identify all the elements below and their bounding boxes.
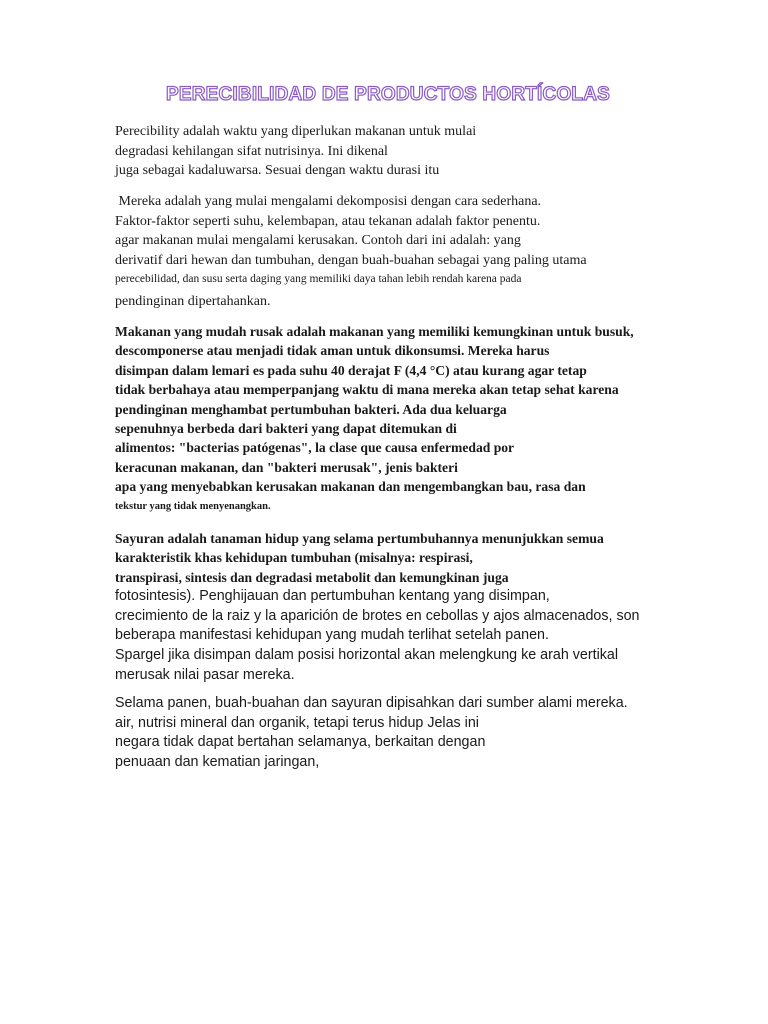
text-line: pendinginan menghambat pertumbuhan bakteri. Ada dua keluarga [115, 401, 507, 417]
text-line: alimentos: "bacterias patógenas", la clase que causa enfermedad por [115, 440, 515, 456]
text-line: penuaan dan kematian jaringan, [115, 753, 320, 770]
text-line: tekstur yang tidak menyenangkan. [115, 500, 271, 512]
text-line: Mereka adalah yang mulai mengalami dekomposisi dengan cara sederhana. [115, 194, 542, 209]
text-line: derivatif dari hewan dan tumbuhan, dengan buah-buahan sebagai yang paling utama [115, 252, 587, 268]
text-line: apa yang menyebabkan kerusakan makanan dan mengembangkan bau, rasa dan [115, 479, 586, 495]
text-line: degradasi kehilangan sifat nutrisinya. Ini dikenal [115, 143, 388, 159]
text-line: juga sebagai kadaluwarsa. Sesuai dengan waktu durasi itu [115, 163, 440, 178]
text-line: fotosintesis). Penghijauan dan pertumbuhan kentang yang disimpan, [115, 588, 550, 605]
paragraph-perishable-foods [115, 322, 675, 516]
text-line: Sayuran adalah tanaman hidup yang selama pertumbuhannya menunjukkan semua [115, 531, 604, 546]
text-line: Spargel jika disimpan dalam posisi horizontal akan melengkung ke arah vertikal [115, 647, 619, 663]
text-line: disimpan dalam lemari es pada suhu 40 derajat F (4,4 °C) atau kurang agar tetap [115, 362, 587, 378]
text-line: negara tidak dapat bertahan selamanya, berkaitan dengan [115, 734, 486, 751]
paragraph-decomposition-factors [115, 192, 675, 311]
text-line: Faktor-faktor seperti suhu, kelembapan, atau tekanan adalah faktor penentu. [115, 213, 541, 229]
text-line: transpirasi, sintesis dan degradasi metabolit dan kemungkinan juga [115, 569, 509, 585]
text-line: crecimiento de la raiz y la aparición de brotes en cebollas y ajos almacenados, son [115, 607, 640, 624]
text-line: tidak berbahaya atau memperpanjang waktu di mana mereka akan tetap sehat karena [115, 382, 619, 398]
text-line: sepenuhnya berbeda dari bakteri yang dapat ditemukan di [115, 421, 457, 437]
text-line: keracunan makanan, dan "bakteri merusak", jenis bakteri [115, 459, 458, 475]
text-line: Makanan yang mudah rusak adalah makanan yang memiliki kemungkinan untuk busuk, [115, 324, 634, 339]
text-line: pendinginan dipertahankan. [115, 293, 271, 309]
text-line: agar makanan mulai mengalami kerusakan. Contoh dari ini adalah: yang [115, 233, 521, 248]
text-line: merusak nilai pasar mereka. [115, 666, 295, 683]
text-line: perecebilidad, dan susu serta daging yang memiliki daya tahan lebih rendah karena pada [115, 273, 522, 285]
paragraph-harvest [115, 694, 675, 772]
document-title: PERECIBILIDAD DE PRODUCTOS HORTÍCOLAS [165, 84, 611, 105]
text-line: air, nutrisi mineral dan organik, tetapi terus hidup Jelas ini [115, 714, 479, 731]
text-line: Selama panen, buah-buahan dan sayuran dipisahkan dari sumber alami mereka. [115, 695, 628, 711]
text-line: beberapa manifestasi kehidupan yang mudah terlihat setelah panen. [115, 627, 549, 644]
text-line: karakteristik khas kehidupan tumbuhan (misalnya: respirasi, [115, 550, 473, 566]
paragraph-vegetables-living [115, 529, 675, 685]
text-line: Perecibility adalah waktu yang diperlukan makanan untuk mulai [115, 124, 477, 139]
text-line: descomponerse atau menjadi tidak aman untuk dikonsumsi. Mereka harus [115, 343, 550, 359]
paragraph-perecibility-definition [115, 122, 675, 181]
